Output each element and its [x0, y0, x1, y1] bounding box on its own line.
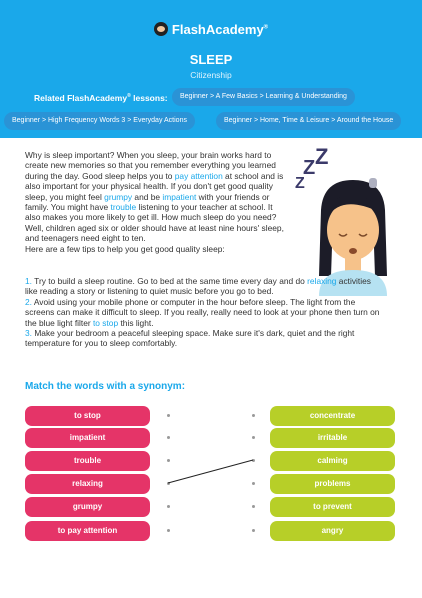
left-connector-dot[interactable]: [167, 482, 170, 485]
tip-item: [25, 276, 385, 297]
related-label-suffix: lessons:: [133, 93, 168, 103]
intro-text-3: and be: [132, 191, 163, 202]
match-right-word[interactable]: to prevent: [270, 497, 395, 517]
match-right-word[interactable]: calming: [270, 451, 395, 471]
highlight-relaxing: relaxing: [307, 276, 337, 286]
tip-number: 3.: [25, 328, 32, 339]
intro-text-5: listening to your teacher at school. It also makes you more likely to get ill. How much sleep do you need? Well, children aged six or older should have at least nine hours' sleep, and teenagers need eight to ten.: [25, 202, 284, 244]
tip-number: 2.: [25, 296, 32, 307]
tip-text: Avoid using your mobile phone or computer in the hour before sleep. The light from the screens can make it difficult to sleep. If you really, really need to look at your phone then turn on the blue light filter: [25, 296, 380, 328]
intro-text-1: Why is sleep important? When you sleep, your brain works hard to create new memories so that you remember everything you learned during the day. Good sleep helps you to: [25, 150, 276, 181]
right-connector-dot[interactable]: [252, 482, 255, 485]
highlight-trouble: trouble: [110, 202, 137, 213]
tip-text: this light.: [118, 317, 154, 328]
related-lessons-label: [34, 93, 168, 103]
intro-text-6: Here are a few tips to help you get good quality sleep:: [25, 243, 225, 254]
brand-logo: [0, 22, 422, 37]
tip-item: [25, 297, 385, 328]
match-left-word[interactable]: impatient: [25, 428, 150, 448]
tip-item: [25, 328, 385, 349]
match-left-word[interactable]: relaxing: [25, 474, 150, 494]
brand-reg-mark: ®: [263, 24, 269, 31]
tip-number: 1.: [25, 276, 32, 286]
intro-text-4: with your friends or family. You might have: [25, 191, 270, 213]
match-right-word[interactable]: problems: [270, 474, 395, 494]
header-banner: [0, 0, 422, 138]
match-left-word[interactable]: to pay attention: [25, 521, 150, 541]
right-connector-dot[interactable]: [252, 505, 255, 508]
lesson-link-around-the-house[interactable]: Beginner > Home, Time & Leisure > Around the House: [216, 112, 401, 130]
highlight-pay-attention: pay attention: [174, 170, 223, 181]
sleeping-girl-illustration: [283, 148, 398, 296]
left-connector-dot[interactable]: [167, 436, 170, 439]
intro-paragraph: [25, 150, 287, 254]
left-connector-dot[interactable]: [167, 459, 170, 462]
page-title: SLEEP: [189, 52, 233, 67]
zzz-large: Z: [315, 148, 329, 169]
mascot-icon: [154, 22, 168, 36]
tip-text: Make your bedroom a peaceful sleeping space. Make sure it's dark, quiet and the right temperature for you to sleep comfortably.: [25, 328, 355, 349]
right-connector-dot[interactable]: [252, 459, 255, 462]
highlight-grumpy: grumpy: [104, 191, 133, 202]
page-subtitle: Citizenship: [190, 70, 232, 80]
left-connector-dot[interactable]: [167, 529, 170, 532]
right-connector-dot[interactable]: [252, 414, 255, 417]
left-connector-dot[interactable]: [167, 414, 170, 417]
tip-text: Try to build a sleep routine. Go to bed at the same time every day and do: [32, 276, 308, 286]
match-left-word[interactable]: to stop: [25, 406, 150, 426]
zzz-small: Z: [295, 175, 305, 192]
intro-text-2: at school and is also important for your physical health. If you don't get good quality sleep, you might feel: [25, 170, 284, 202]
match-left-word[interactable]: trouble: [25, 451, 150, 471]
lesson-link-everyday-actions[interactable]: Beginner > High Frequency Words 3 > Everyday Actions: [4, 112, 195, 130]
zzz-medium: Z: [303, 157, 316, 179]
related-reg-mark: ®: [127, 93, 131, 100]
highlight-impatient: impatient: [162, 191, 197, 202]
tip-text: activities like reading a story or listening to quiet music before you go to bed.: [25, 276, 371, 297]
match-left-word[interactable]: grumpy: [25, 497, 150, 517]
match-right-word[interactable]: irritable: [270, 428, 395, 448]
tips-list: [25, 276, 385, 349]
match-right-word[interactable]: concentrate: [270, 406, 395, 426]
related-label-text: Related FlashAcademy: [34, 93, 128, 103]
brand-name: FlashAcademy: [171, 22, 264, 37]
right-connector-dot[interactable]: [252, 529, 255, 532]
left-connector-dot[interactable]: [167, 505, 170, 508]
right-connector-dot[interactable]: [252, 436, 255, 439]
lesson-link-learning-understanding[interactable]: Beginner > A Few Basics > Learning & Understanding: [172, 88, 355, 106]
match-exercise-title: Match the words with a synonym:: [25, 381, 186, 392]
match-right-word[interactable]: angry: [270, 521, 395, 541]
highlight-to-stop: to stop: [92, 317, 119, 328]
